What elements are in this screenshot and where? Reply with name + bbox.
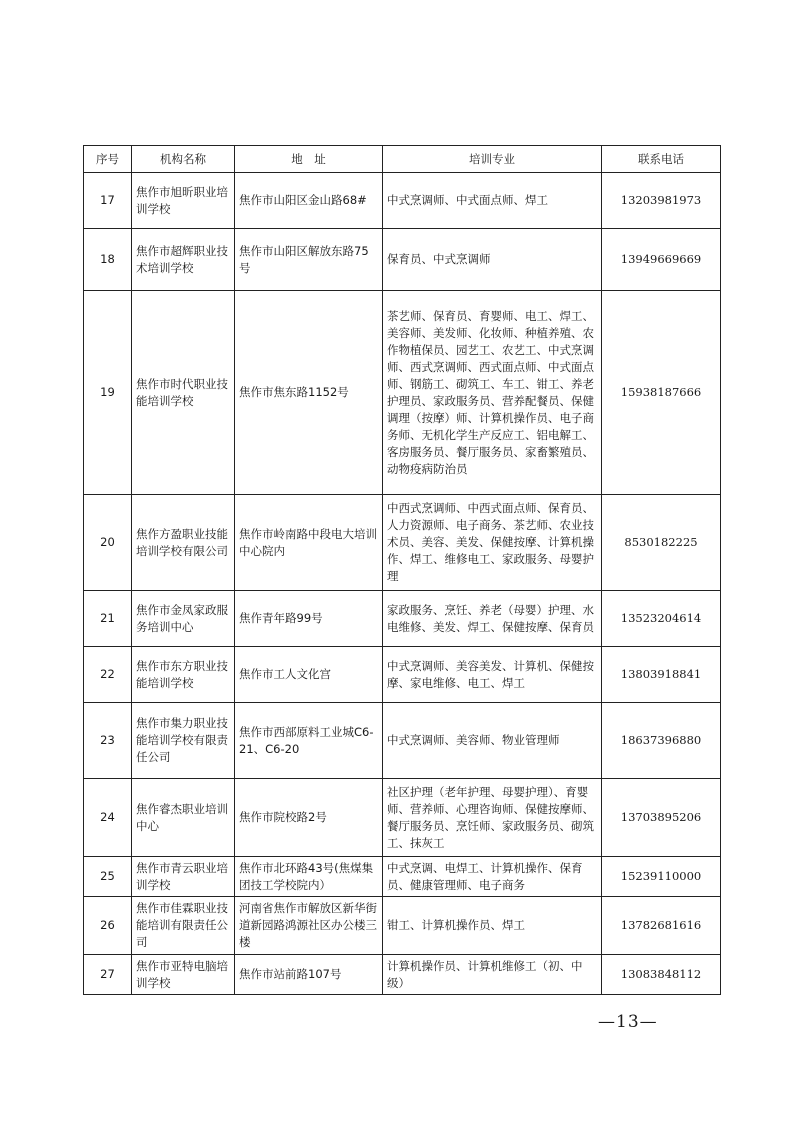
cell-address: 焦作市站前路107号 — [235, 955, 383, 995]
cell-address: 焦作市院校路2号 — [235, 779, 383, 857]
cell-seq: 24 — [84, 779, 132, 857]
cell-address: 焦作青年路99号 — [235, 591, 383, 647]
cell-seq: 23 — [84, 703, 132, 779]
cell-name: 焦作市青云职业培训学校 — [132, 857, 235, 897]
cell-major: 计算机操作员、计算机维修工（初、中级） — [383, 955, 602, 995]
cell-major: 中式烹调师、美容美发、计算机、保健按摩、家电维修、电工、焊工 — [383, 647, 602, 703]
cell-address: 焦作市西部原料工业城C6-21、C6-20 — [235, 703, 383, 779]
cell-phone: 18637396880 — [602, 703, 721, 779]
table-row — [84, 857, 721, 897]
header-address: 地 址 — [235, 146, 383, 173]
table-row — [84, 495, 721, 591]
cell-major: 家政服务、烹饪、养老（母婴）护理、水电维修、美发、焊工、保健按摩、保育员 — [383, 591, 602, 647]
header-seq: 序号 — [84, 146, 132, 173]
cell-major: 保育员、中式烹调师 — [383, 229, 602, 291]
cell-seq: 17 — [84, 173, 132, 229]
table-header-row — [84, 146, 721, 173]
cell-name: 焦作市东方职业技能培训学校 — [132, 647, 235, 703]
cell-major: 中式烹调师、美容师、物业管理师 — [383, 703, 602, 779]
cell-name: 焦作市超辉职业技术培训学校 — [132, 229, 235, 291]
cell-address: 焦作市工人文化宫 — [235, 647, 383, 703]
cell-address: 焦作市岭南路中段电大培训中心院内 — [235, 495, 383, 591]
cell-phone: 13949669669 — [602, 229, 721, 291]
cell-seq: 21 — [84, 591, 132, 647]
cell-phone: 15239110000 — [602, 857, 721, 897]
cell-major: 钳工、计算机操作员、焊工 — [383, 897, 602, 955]
header-major: 培训专业 — [383, 146, 602, 173]
cell-phone: 13803918841 — [602, 647, 721, 703]
cell-seq: 20 — [84, 495, 132, 591]
cell-phone: 13782681616 — [602, 897, 721, 955]
cell-address: 河南省焦作市解放区新华街道新园路鸿源社区办公楼三楼 — [235, 897, 383, 955]
cell-seq: 26 — [84, 897, 132, 955]
training-institutions-table — [83, 145, 721, 995]
cell-name: 焦作市旭昕职业培训学校 — [132, 173, 235, 229]
cell-address: 焦作市山阳区金山路68# — [235, 173, 383, 229]
cell-phone: 8530182225 — [602, 495, 721, 591]
header-name: 机构名称 — [132, 146, 235, 173]
table-row — [84, 173, 721, 229]
table-row — [84, 229, 721, 291]
table-row — [84, 591, 721, 647]
cell-name: 焦作睿杰职业培训中心 — [132, 779, 235, 857]
cell-seq: 22 — [84, 647, 132, 703]
cell-phone: 13703895206 — [602, 779, 721, 857]
cell-phone: 13203981973 — [602, 173, 721, 229]
cell-major: 社区护理（老年护理、母婴护理）、育婴师、营养师、心理咨询师、保健按摩师、餐厅服务员、烹饪师、家政服务员、砌筑工、抹灰工 — [383, 779, 602, 857]
cell-name: 焦作市时代职业技能培训学校 — [132, 291, 235, 495]
cell-name: 焦作市金凤家政服务培训中心 — [132, 591, 235, 647]
cell-major: 中式烹调、电焊工、计算机操作、保育员、健康管理师、电子商务 — [383, 857, 602, 897]
cell-name: 焦作市亚特电脑培训学校 — [132, 955, 235, 995]
table-row — [84, 955, 721, 995]
cell-phone: 13523204614 — [602, 591, 721, 647]
cell-seq: 25 — [84, 857, 132, 897]
cell-name: 焦作市佳霖职业技能培训有限责任公司 — [132, 897, 235, 955]
cell-address: 焦作市焦东路1152号 — [235, 291, 383, 495]
table-row — [84, 703, 721, 779]
cell-phone: 13083848112 — [602, 955, 721, 995]
cell-address: 焦作市北环路43号(焦煤集团技工学校院内） — [235, 857, 383, 897]
table-row — [84, 897, 721, 955]
cell-seq: 18 — [84, 229, 132, 291]
cell-seq: 27 — [84, 955, 132, 995]
cell-phone: 15938187666 — [602, 291, 721, 495]
table-row — [84, 647, 721, 703]
cell-seq: 19 — [84, 291, 132, 495]
cell-name: 焦作方盈职业技能培训学校有限公司 — [132, 495, 235, 591]
cell-major: 中西式烹调师、中西式面点师、保育员、人力资源师、电子商务、茶艺师、农业技术员、美容、美发、保健按摩、计算机操作、焊工、维修电工、家政服务、母婴护理 — [383, 495, 602, 591]
table-row — [84, 779, 721, 857]
cell-name: 焦作市集力职业技能培训学校有限责任公司 — [132, 703, 235, 779]
cell-address: 焦作市山阳区解放东路75号 — [235, 229, 383, 291]
cell-major: 茶艺师、保育员、育婴师、电工、焊工、美容师、美发师、化妆师、种植养殖、农作物植保员、园艺工、农艺工、中式烹调师、西式烹调师、西式面点师、中式面点师、钢筋工、砌筑工、车工、钳工、养老护理员、家政服务员、营养配餐员、保健调理（按摩）师、计算机操作员、电子商务师、无机化学生产反应工、铝电解工、客房服务员、餐厅服务员、家畜繁殖员、动物疫病防治员 — [383, 291, 602, 495]
page-number: —13— — [598, 1012, 658, 1032]
cell-major: 中式烹调师、中式面点师、焊工 — [383, 173, 602, 229]
header-phone: 联系电话 — [602, 146, 721, 173]
table-row — [84, 291, 721, 495]
